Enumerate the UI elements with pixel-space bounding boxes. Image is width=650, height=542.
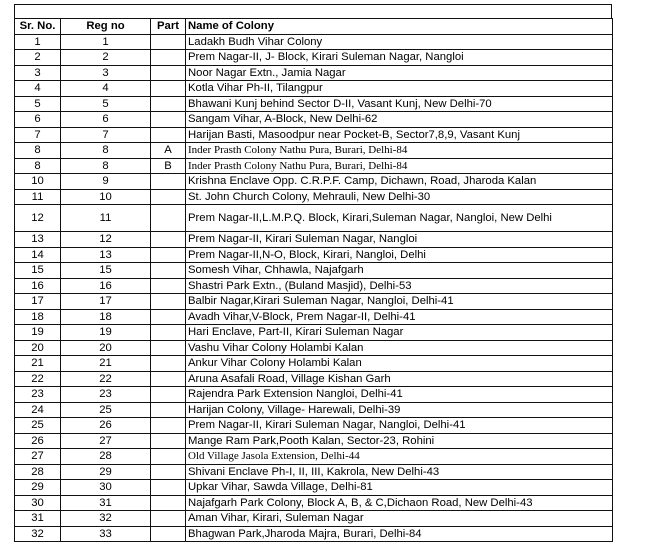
cell-sr-no: 6 <box>15 112 61 128</box>
table-row <box>15 449 613 465</box>
cell-reg-no: 12 <box>61 232 151 248</box>
cell-part <box>151 174 186 190</box>
cell-sr-no: 12 <box>15 205 61 232</box>
table-row <box>15 294 613 310</box>
cell-colony-name: Prem Nagar-II, Kirari Suleman Nagar, Nangloi <box>186 232 613 248</box>
table-row <box>15 96 613 112</box>
cell-part <box>151 189 186 205</box>
cell-part <box>151 387 186 403</box>
cell-sr-no: 10 <box>15 174 61 190</box>
table-row <box>15 189 613 205</box>
cell-reg-no: 30 <box>61 480 151 496</box>
table-header <box>15 19 613 35</box>
cell-sr-no: 32 <box>15 526 61 542</box>
cell-colony-name: Prem Nagar-II,N-O, Block, Kirari, Nangloi, Delhi <box>186 247 613 263</box>
cell-reg-no: 15 <box>61 263 151 279</box>
cell-part <box>151 65 186 81</box>
cell-part <box>151 325 186 341</box>
table-row <box>15 371 613 387</box>
cell-sr-no: 30 <box>15 495 61 511</box>
cell-colony-name: Mange Ram Park,Pooth Kalan, Sector-23, Rohini <box>186 433 613 449</box>
cell-sr-no: 25 <box>15 418 61 434</box>
cell-colony-name: Somesh Vihar, Chhawla, Najafgarh <box>186 263 613 279</box>
cell-part: A <box>151 143 186 159</box>
cell-sr-no: 29 <box>15 480 61 496</box>
cell-sr-no: 28 <box>15 464 61 480</box>
header-sr-no: Sr. No. <box>15 19 61 35</box>
cell-sr-no: 16 <box>15 278 61 294</box>
cell-colony-name: Harijan Colony, Village- Harewali, Delhi-39 <box>186 402 613 418</box>
cell-sr-no: 27 <box>15 449 61 465</box>
table-row <box>15 158 613 174</box>
cell-colony-name: St. John Church Colony, Mehrauli, New Delhi-30 <box>186 189 613 205</box>
cell-part <box>151 96 186 112</box>
table-top-border <box>14 4 612 19</box>
cell-sr-no: 15 <box>15 263 61 279</box>
cell-part <box>151 232 186 248</box>
cell-reg-no: 4 <box>61 81 151 97</box>
cell-colony-name: Harijan Basti, Masoodpur near Pocket-B, Sector7,8,9, Vasant Kunj <box>186 127 613 143</box>
table-row <box>15 263 613 279</box>
cell-sr-no: 20 <box>15 340 61 356</box>
cell-colony-name: Kotla Vihar Ph-II, Tilangpur <box>186 81 613 97</box>
cell-reg-no: 31 <box>61 495 151 511</box>
cell-reg-no: 6 <box>61 112 151 128</box>
cell-colony-name: Aruna Asafali Road, Village Kishan Garh <box>186 371 613 387</box>
table-row <box>15 174 613 190</box>
cell-part <box>151 294 186 310</box>
cell-sr-no: 14 <box>15 247 61 263</box>
table-row <box>15 278 613 294</box>
cell-colony-name: Bhagwan Park,Jharoda Majra, Burari, Delhi-84 <box>186 526 613 542</box>
table-row <box>15 464 613 480</box>
cell-reg-no: 25 <box>61 402 151 418</box>
cell-reg-no: 21 <box>61 356 151 372</box>
table-row <box>15 526 613 542</box>
cell-part <box>151 526 186 542</box>
cell-colony-name: Prem Nagar-II,L.M.P.Q. Block, Kirari,Suleman Nagar, Nangloi, New Delhi <box>186 205 613 232</box>
table-row <box>15 402 613 418</box>
cell-colony-name: Upkar Vihar, Sawda Village, Delhi-81 <box>186 480 613 496</box>
cell-reg-no: 13 <box>61 247 151 263</box>
table-row <box>15 232 613 248</box>
cell-colony-name: Balbir Nagar,Kirari Suleman Nagar, Nangloi, Delhi-41 <box>186 294 613 310</box>
cell-reg-no: 19 <box>61 325 151 341</box>
cell-reg-no: 18 <box>61 309 151 325</box>
cell-reg-no: 10 <box>61 189 151 205</box>
cell-reg-no: 17 <box>61 294 151 310</box>
table-row <box>15 387 613 403</box>
cell-colony-name: Shivani Enclave Ph-I, II, III, Kakrola, New Delhi-43 <box>186 464 613 480</box>
cell-part <box>151 371 186 387</box>
cell-sr-no: 18 <box>15 309 61 325</box>
colony-table <box>14 18 613 542</box>
cell-part <box>151 402 186 418</box>
cell-sr-no: 23 <box>15 387 61 403</box>
table-row <box>15 511 613 527</box>
cell-colony-name: Prem Nagar-II, Kirari Suleman Nagar, Nangloi, Delhi-41 <box>186 418 613 434</box>
cell-reg-no: 2 <box>61 50 151 66</box>
cell-sr-no: 22 <box>15 371 61 387</box>
cell-sr-no: 17 <box>15 294 61 310</box>
cell-reg-no: 5 <box>61 96 151 112</box>
cell-reg-no: 11 <box>61 205 151 232</box>
cell-part: B <box>151 158 186 174</box>
cell-reg-no: 33 <box>61 526 151 542</box>
cell-sr-no: 13 <box>15 232 61 248</box>
table-row <box>15 127 613 143</box>
cell-part <box>151 340 186 356</box>
cell-sr-no: 3 <box>15 65 61 81</box>
table-row <box>15 480 613 496</box>
cell-reg-no: 3 <box>61 65 151 81</box>
cell-colony-name: Vashu Vihar Colony Holambi Kalan <box>186 340 613 356</box>
cell-colony-name: Old Village Jasola Extension, Delhi-44 <box>186 449 613 465</box>
cell-sr-no: 7 <box>15 127 61 143</box>
cell-colony-name: Najafgarh Park Colony, Block A, B, & C,Dichaon Road, New Delhi-43 <box>186 495 613 511</box>
cell-sr-no: 4 <box>15 81 61 97</box>
cell-sr-no: 21 <box>15 356 61 372</box>
cell-reg-no: 7 <box>61 127 151 143</box>
header-part: Part <box>151 19 186 35</box>
cell-part <box>151 309 186 325</box>
cell-part <box>151 112 186 128</box>
cell-part <box>151 480 186 496</box>
cell-sr-no: 11 <box>15 189 61 205</box>
cell-colony-name: Aman Vihar, Kirari, Suleman Nagar <box>186 511 613 527</box>
cell-colony-name: Avadh Vihar,V-Block, Prem Nagar-II, Delhi-41 <box>186 309 613 325</box>
header-name-of-colony: Name of Colony <box>186 19 613 35</box>
cell-reg-no: 29 <box>61 464 151 480</box>
cell-reg-no: 9 <box>61 174 151 190</box>
cell-part <box>151 433 186 449</box>
cell-reg-no: 22 <box>61 371 151 387</box>
cell-sr-no: 24 <box>15 402 61 418</box>
cell-colony-name: Ankur Vihar Colony Holambi Kalan <box>186 356 613 372</box>
table-row <box>15 356 613 372</box>
cell-part <box>151 247 186 263</box>
cell-part <box>151 356 186 372</box>
cell-colony-name: Sangam Vihar, A-Block, New Delhi-62 <box>186 112 613 128</box>
cell-part <box>151 81 186 97</box>
cell-colony-name: Ladakh Budh Vihar Colony <box>186 34 613 50</box>
cell-colony-name: Prem Nagar-II, J- Block, Kirari Suleman Nagar, Nangloi <box>186 50 613 66</box>
cell-part <box>151 464 186 480</box>
cell-part <box>151 418 186 434</box>
cell-part <box>151 34 186 50</box>
header-reg-no: Reg no <box>61 19 151 35</box>
cell-part <box>151 50 186 66</box>
cell-colony-name: Bhawani Kunj behind Sector D-II, Vasant Kunj, New Delhi-70 <box>186 96 613 112</box>
table-row <box>15 340 613 356</box>
cell-part <box>151 205 186 232</box>
cell-colony-name: Krishna Enclave Opp. C.R.P.F. Camp, Dichawn, Road, Jharoda Kalan <box>186 174 613 190</box>
cell-reg-no: 8 <box>61 158 151 174</box>
table-row <box>15 247 613 263</box>
table-row <box>15 65 613 81</box>
cell-reg-no: 26 <box>61 418 151 434</box>
table-row <box>15 309 613 325</box>
cell-sr-no: 31 <box>15 511 61 527</box>
table-row <box>15 325 613 341</box>
table-row <box>15 112 613 128</box>
cell-part <box>151 263 186 279</box>
cell-colony-name: Inder Prasth Colony Nathu Pura, Burari, Delhi-84 <box>186 158 613 174</box>
cell-sr-no: 8 <box>15 158 61 174</box>
cell-reg-no: 1 <box>61 34 151 50</box>
table-row <box>15 50 613 66</box>
cell-sr-no: 2 <box>15 50 61 66</box>
table-row <box>15 143 613 159</box>
cell-part <box>151 495 186 511</box>
cell-part <box>151 511 186 527</box>
cell-sr-no: 19 <box>15 325 61 341</box>
table-row <box>15 81 613 97</box>
table-row <box>15 495 613 511</box>
cell-part <box>151 449 186 465</box>
cell-sr-no: 1 <box>15 34 61 50</box>
cell-colony-name: Hari Enclave, Part-II, Kirari Suleman Nagar <box>186 325 613 341</box>
cell-part <box>151 278 186 294</box>
cell-reg-no: 32 <box>61 511 151 527</box>
cell-colony-name: Rajendra Park Extension Nangloi, Delhi-41 <box>186 387 613 403</box>
cell-reg-no: 16 <box>61 278 151 294</box>
cell-reg-no: 23 <box>61 387 151 403</box>
cell-reg-no: 8 <box>61 143 151 159</box>
table-row <box>15 418 613 434</box>
table-row <box>15 34 613 50</box>
table-row <box>15 433 613 449</box>
header-row <box>15 19 613 35</box>
cell-sr-no: 26 <box>15 433 61 449</box>
cell-reg-no: 27 <box>61 433 151 449</box>
cell-sr-no: 5 <box>15 96 61 112</box>
cell-part <box>151 127 186 143</box>
cell-reg-no: 20 <box>61 340 151 356</box>
cell-colony-name: Noor Nagar Extn., Jamia Nagar <box>186 65 613 81</box>
cell-sr-no: 8 <box>15 143 61 159</box>
cell-colony-name: Shastri Park Extn., (Buland Masjid), Delhi-53 <box>186 278 613 294</box>
cell-reg-no: 28 <box>61 449 151 465</box>
table-row <box>15 205 613 232</box>
table-body <box>15 34 613 542</box>
cell-colony-name: Inder Prasth Colony Nathu Pura, Burari, Delhi-84 <box>186 143 613 159</box>
